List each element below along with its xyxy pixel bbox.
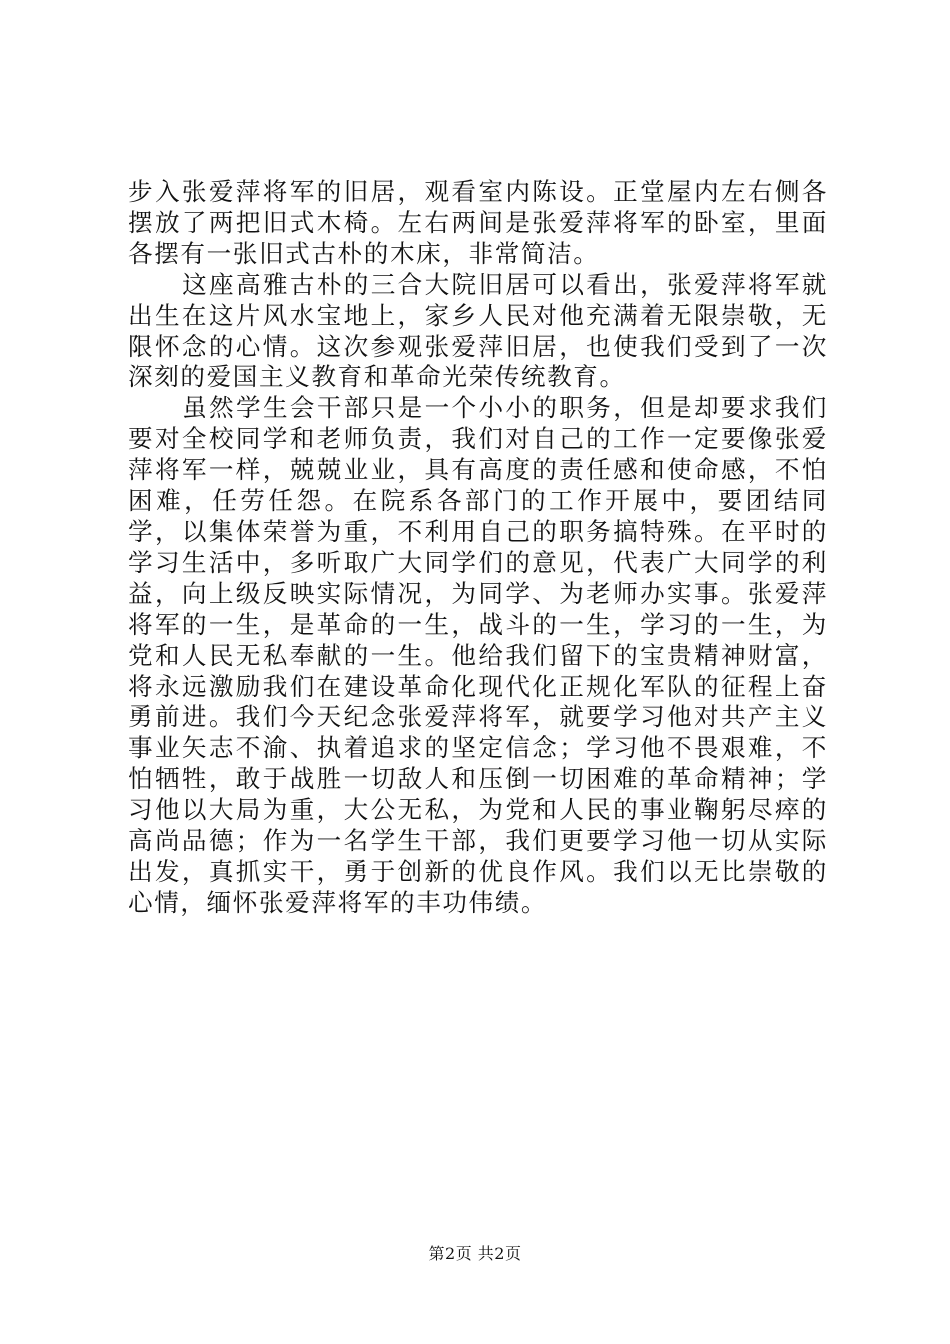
page-footer: 第2页 共2页 xyxy=(428,1244,522,1263)
paragraph-1: 步入张爱萍将军的旧居，观看室内陈设。正堂屋内左右侧各摆放了两把旧式木椅。左右两间是张爱萍将军的卧室，里面各摆有一张旧式古朴的木床，非常简洁。 xyxy=(128,177,828,268)
paragraph-2: 这座高雅古朴的三合大院旧居可以看出，张爱萍将军就出生在这片风水宝地上，家乡人民对他充满着无限崇敬，无限怀念的心情。这次参观张爱萍旧居，也使我们受到了一次深刻的爱国主义教育和革命光荣传统教育。 xyxy=(128,269,828,392)
paragraph-3: 虽然学生会干部只是一个小小的职务，但是却要求我们要对全校同学和老师负责，我们对自己的工作一定要像张爱萍将军一样，兢兢业业，具有高度的责任感和使命感，不怕困难，任劳任怨。在院系各部门的工作开展中，要团结同学，以集体荣誉为重，不利用自己的职务搞特殊。在平时的学习生活中，多听取广大同学们的意见，代表广大同学的利益，向上级反映实际情况，为同学、为老师办实事。张爱萍将军的一生，是革命的一生，战斗的一生，学习的一生，为党和人民无私奉献的一生。他给我们留下的宝贵精神财富，将永远激励我们在建设革命化现代化正规化军队的征程上奋勇前进。我们今天纪念张爱萍将军，就要学习他对共产主义事业矢志不渝、执着追求的坚定信念；学习他不畏艰难，不怕牺牲，敢于战胜一切敌人和压倒一切困难的革命精神；学习他以大局为重，大公无私，为党和人民的事业鞠躬尽瘁的高尚品德；作为一名学生干部，我们更要学习他一切从实际出发，真抓实干，勇于创新的优良作风。我们以无比崇敬的心情，缅怀张爱萍将军的丰功伟绩。 xyxy=(128,393,828,917)
document-body xyxy=(128,177,828,919)
